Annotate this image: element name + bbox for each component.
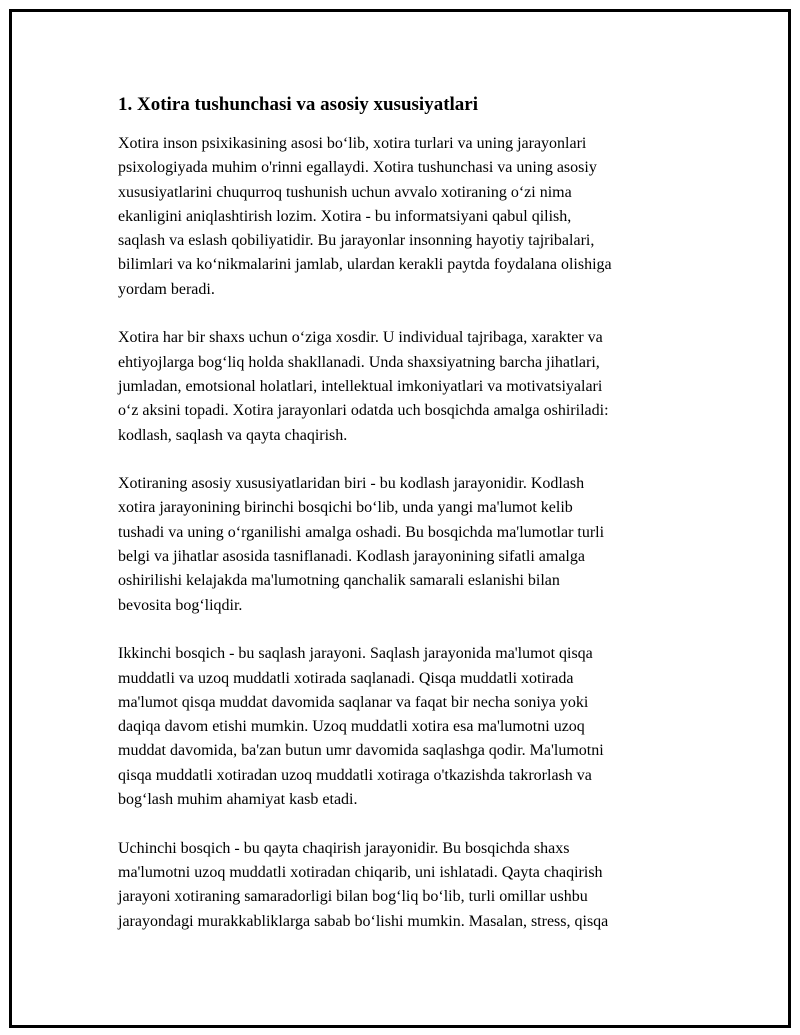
- text-line: ehtiyojlarga bog‘liq holda shakllanadi. Unda shaxsiyatning barcha jihatlari,: [118, 353, 600, 371]
- paragraph-2: [118, 326, 690, 447]
- paragraph-3: [118, 472, 690, 618]
- text-line: tushadi va uning o‘rganilishi amalga oshadi. Bu bosqichda ma'lumotlar turli: [118, 523, 605, 541]
- text-line: qisqa muddatli xotiradan uzoq muddatli xotiraga o'tkazishda takrorlash va: [118, 766, 592, 784]
- text-line: muddat davomida, ba'zan butun umr davomida saqlashga qodir. Ma'lumotni: [118, 742, 604, 760]
- text-line: Xotira har bir shaxs uchun o‘ziga xosdir. U individual tajribaga, xarakter va: [118, 329, 603, 347]
- text-line: ekanligini aniqlashtirish lozim. Xotira - bu informatsiyani qabul qilish,: [118, 207, 572, 225]
- paragraph-5: [118, 837, 690, 934]
- text-line: psixologiyada muhim o'rinni egallaydi. Xotira tushunchasi va uning asosiy: [118, 159, 597, 177]
- text-line: jarayoni xotiraning samaradorligi bilan bog‘liq bo‘lib, turli omillar ushbu: [118, 888, 588, 906]
- text-line: o‘z aksini topadi. Xotira jarayonlari odatda uch bosqichda amalga oshiriladi:: [118, 402, 609, 420]
- text-line: bevosita bog‘liqdir.: [118, 596, 243, 614]
- text-line: Ikkinchi bosqich - bu saqlash jarayoni. Saqlash jarayonida ma'lumot qisqa: [118, 645, 593, 663]
- paragraph-1: [118, 132, 690, 302]
- text-line: bilimlari va ko‘nikmalarini jamlab, ulardan kerakli paytda foydalana olishiga: [118, 256, 612, 274]
- text-line: Xotira inson psixikasining asosi bo‘lib, xotira turlari va uning jarayonlari: [118, 135, 587, 152]
- text-line: jarayondagi murakkabliklarga sabab bo‘lishi mumkin. Masalan, stress, qisqa: [118, 912, 609, 930]
- document-body: [118, 92, 690, 958]
- text-line: oshirilishi kelajakda ma'lumotning qanchalik samarali eslanishi bilan: [118, 572, 560, 590]
- text-line: yordam beradi.: [118, 280, 215, 298]
- text-line: ma'lumotni uzoq muddatli xotiradan chiqarib, uni ishlatadi. Qayta chaqirish: [118, 863, 603, 881]
- text-line: muddatli va uzoq muddatli xotirada saqlanadi. Qisqa muddatli xotirada: [118, 669, 574, 687]
- paragraph-4: [118, 642, 690, 812]
- text-line: xususiyatlarini chuqurroq tushunish uchun avvalo xotiraning o‘zi nima: [118, 183, 572, 201]
- text-line: saqlash va eslash qobiliyatidir. Bu jarayonlar insonning hayotiy tajribalari,: [118, 232, 595, 250]
- text-line: Uchinchi bosqich - bu qayta chaqirish jarayonidir. Bu bosqichda shaxs: [118, 839, 570, 857]
- section-heading: 1. Xotira tushunchasi va asosiy xususiyatlari: [118, 94, 479, 115]
- text-line: ma'lumot qisqa muddat davomida saqlanar va faqat bir necha soniya yoki: [118, 693, 589, 711]
- text-line: jumladan, emotsional holatlari, intellektual imkoniyatlari va motivatsiyalari: [118, 377, 603, 395]
- text-line: daqiqa davom etishi mumkin. Uzoq muddatli xotira esa ma'lumotni uzoq: [118, 718, 585, 736]
- text-line: bog‘lash muhim ahamiyat kasb etadi.: [118, 791, 358, 809]
- text-line: xotira jarayonining birinchi bosqichi bo‘lib, unda yangi ma'lumot kelib: [118, 499, 573, 517]
- text-line: kodlash, saqlash va qayta chaqirish.: [118, 426, 348, 444]
- text-line: Xotiraning asosiy xususiyatlaridan biri - bu kodlash jarayonidir. Kodlash: [118, 475, 585, 493]
- text-line: belgi va jihatlar asosida tasniflanadi. Kodlash jarayonining sifatli amalga: [118, 548, 585, 566]
